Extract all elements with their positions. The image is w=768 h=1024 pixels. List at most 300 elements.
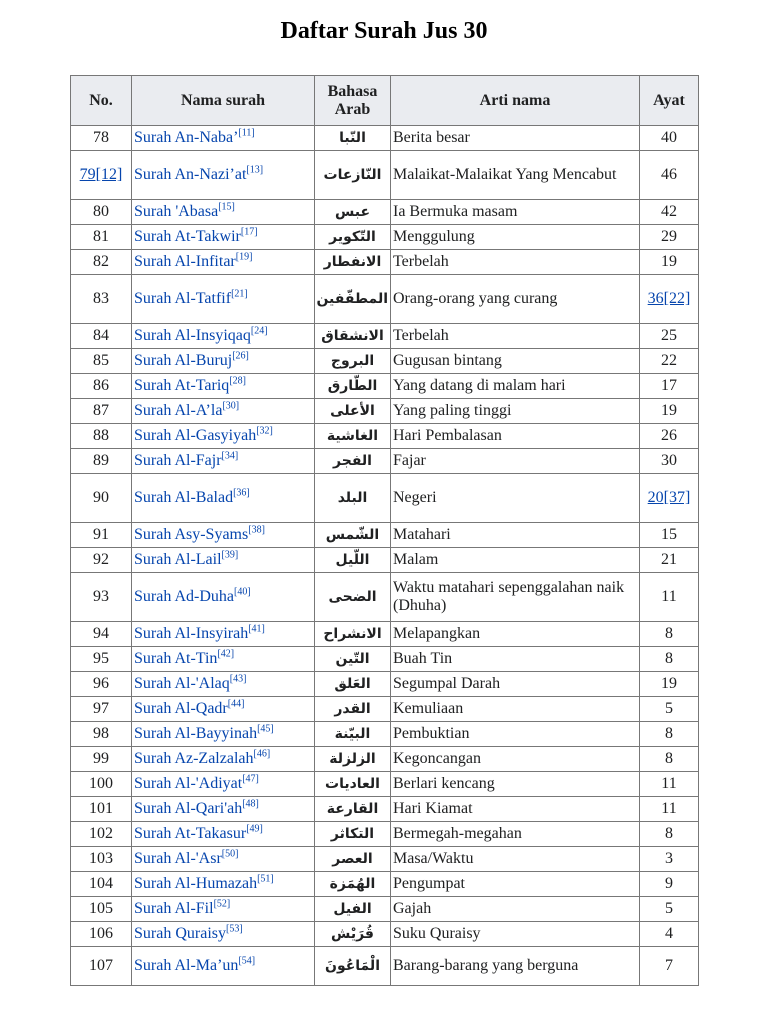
table-row (71, 872, 699, 897)
cell-ayat (640, 349, 699, 374)
cell-arti: Melapangkan (391, 622, 640, 647)
table-row (71, 573, 699, 622)
cell-ayat (640, 697, 699, 722)
ayat-count: 5 (665, 700, 673, 717)
table-row (71, 947, 699, 986)
cell-arti: Gajah (391, 897, 640, 922)
table-row (71, 548, 699, 573)
cell-nama[interactable] (132, 151, 315, 200)
surah-link[interactable]: Surah Al-Tatfif (134, 290, 232, 307)
cell-arab: قُرَيْش (315, 922, 391, 947)
header-ayat: Ayat (640, 76, 699, 126)
cell-arti: Segumpal Darah (391, 672, 640, 697)
surah-number: 89 (93, 452, 109, 469)
cell-nama[interactable] (132, 647, 315, 672)
cell-no (71, 275, 132, 324)
cell-arti: Malaikat-Malaikat Yang Mencabut (391, 151, 640, 200)
cell-arti: Yang datang di malam hari (391, 374, 640, 399)
cell-no (71, 374, 132, 399)
cell-nama[interactable] (132, 424, 315, 449)
cell-ayat (640, 523, 699, 548)
cell-arab: الانشقاق (315, 324, 391, 349)
cell-no (71, 349, 132, 374)
cell-nama[interactable] (132, 622, 315, 647)
cell-nama[interactable] (132, 548, 315, 573)
cell-nama[interactable] (132, 822, 315, 847)
ayat-count: 11 (661, 775, 677, 792)
cell-arti: Hari Pembalasan (391, 424, 640, 449)
cell-ayat (640, 822, 699, 847)
surah-number: 93 (93, 588, 109, 605)
ayat-count: 8 (665, 750, 673, 767)
table-row (71, 126, 699, 151)
ayat-count: 4 (665, 925, 673, 942)
table-row (71, 225, 699, 250)
cell-no (71, 324, 132, 349)
cell-no (71, 747, 132, 772)
cell-nama[interactable] (132, 250, 315, 275)
cell-arab: الغاشية (315, 424, 391, 449)
cell-nama[interactable] (132, 672, 315, 697)
surah-link[interactable]: Surah At-Tin (134, 650, 218, 667)
surah-number: 98 (93, 725, 109, 742)
cell-arti: Negeri (391, 474, 640, 523)
cell-nama[interactable] (132, 797, 315, 822)
cell-nama[interactable] (132, 772, 315, 797)
reference-link[interactable]: [15] (218, 201, 235, 213)
reference-link[interactable]: [40] (233, 586, 251, 598)
surah-link[interactable]: Surah Al-A’la (134, 402, 223, 419)
cell-arti: Berlari kencang (391, 772, 640, 797)
cell-arti: Matahari (391, 523, 640, 548)
table-row (71, 697, 699, 722)
cell-arab: الشّمس (315, 523, 391, 548)
cell-ayat (640, 449, 699, 474)
cell-no (71, 424, 132, 449)
cell-arab: الطّارق (315, 374, 391, 399)
surah-number: 105 (89, 900, 113, 917)
surah-number: 95 (93, 650, 109, 667)
cell-arab: القارعة (315, 797, 391, 822)
cell-arti: Terbelah (391, 324, 640, 349)
surah-link[interactable]: Surah At-Takasur (134, 825, 247, 842)
surah-number: 101 (89, 800, 113, 817)
surah-number: 107 (89, 957, 113, 974)
header-no: No. (71, 76, 132, 126)
surah-number: 82 (93, 253, 109, 270)
cell-no (71, 523, 132, 548)
cell-ayat (640, 324, 699, 349)
cell-ayat (640, 225, 699, 250)
table-row (71, 324, 699, 349)
table-row (71, 349, 699, 374)
reference-link[interactable]: [19] (235, 251, 253, 263)
reference-link[interactable]: [38] (248, 524, 265, 536)
cell-ayat (640, 548, 699, 573)
cell-arti: Gugusan bintang (391, 349, 640, 374)
cell-arab: الزلزلة (315, 747, 391, 772)
cell-no (71, 126, 132, 151)
reference-link[interactable]: [52] (213, 898, 231, 910)
surah-link[interactable]: Surah Al-Gasyiyah (134, 427, 257, 444)
cell-ayat (640, 872, 699, 897)
surah-number: 91 (93, 526, 109, 543)
surah-number: 80 (93, 203, 109, 220)
cell-ayat (640, 747, 699, 772)
surah-table (70, 75, 699, 986)
surah-number: 83 (93, 290, 109, 307)
surah-link[interactable]: Surah An-Naba’ (134, 129, 239, 146)
cell-arab: البروج (315, 349, 391, 374)
surah-number: 94 (93, 625, 109, 642)
ayat-count: 30 (661, 452, 677, 469)
ayat-count: 21 (661, 551, 677, 568)
reference-link[interactable]: [43] (229, 673, 247, 685)
cell-ayat[interactable] (640, 474, 699, 523)
ayat-count: 17 (661, 377, 677, 394)
surah-link[interactable]: Surah Al-Humazah (134, 875, 258, 892)
table-row (71, 797, 699, 822)
cell-arab: العاديات (315, 772, 391, 797)
reference-link[interactable]: [50] (221, 848, 239, 860)
reference-link[interactable]: [41] (248, 623, 265, 635)
cell-arab: الفيل (315, 897, 391, 922)
cell-arti: Masa/Waktu (391, 847, 640, 872)
reference-link[interactable]: [46] (253, 748, 271, 760)
ayat-count: 5 (665, 900, 673, 917)
cell-no (71, 647, 132, 672)
cell-arab: النّازعات (315, 151, 391, 200)
surah-number: 106 (89, 925, 113, 942)
cell-nama[interactable] (132, 474, 315, 523)
reference-link[interactable]: [49] (246, 823, 263, 835)
cell-ayat (640, 947, 699, 986)
cell-arab: البلد (315, 474, 391, 523)
cell-no (71, 772, 132, 797)
cell-arab: القدر (315, 697, 391, 722)
surah-link[interactable]: Surah Al-Ma’un (134, 957, 239, 974)
reference-link[interactable]: [34] (221, 450, 239, 462)
cell-no (71, 872, 132, 897)
surah-link[interactable]: Surah Al-Fil (134, 900, 214, 917)
reference-link[interactable]: [11] (238, 127, 255, 139)
reference-link[interactable]: [30] (222, 400, 240, 412)
surah-link[interactable]: Surah Al-Buruj (134, 352, 233, 369)
table-row (71, 897, 699, 922)
reference-link[interactable]: [54] (238, 955, 256, 967)
reference-link[interactable]: [28] (229, 375, 246, 387)
cell-nama[interactable] (132, 947, 315, 986)
cell-ayat (640, 424, 699, 449)
cell-nama[interactable] (132, 697, 315, 722)
cell-ayat (640, 922, 699, 947)
cell-nama[interactable] (132, 847, 315, 872)
table-row (71, 647, 699, 672)
table-row (71, 822, 699, 847)
surah-link[interactable]: Surah At-Takwir (134, 228, 241, 245)
table-row (71, 151, 699, 200)
ayat-count: 3 (665, 850, 673, 867)
table-header-row (71, 76, 699, 126)
surah-link[interactable]: Surah Al-Lail (134, 551, 222, 568)
cell-ayat[interactable] (640, 275, 699, 324)
cell-arab: عبس (315, 200, 391, 225)
surah-link[interactable]: Surah Al-Qadr (134, 700, 228, 717)
cell-arti: Malam (391, 548, 640, 573)
cell-arab: النّبا (315, 126, 391, 151)
cell-arti: Kegoncangan (391, 747, 640, 772)
cell-arti: Menggulung (391, 225, 640, 250)
cell-ayat (640, 622, 699, 647)
ayat-count: 40 (661, 129, 677, 146)
cell-arab: الفجر (315, 449, 391, 474)
ayat-count: 19 (661, 402, 677, 419)
reference-link[interactable]: [13] (246, 164, 264, 176)
surah-number: 104 (89, 875, 113, 892)
surah-link[interactable]: Surah 'Abasa (134, 203, 219, 220)
cell-no (71, 697, 132, 722)
cell-nama[interactable] (132, 747, 315, 772)
surah-number: 88 (93, 427, 109, 444)
cell-ayat (640, 151, 699, 200)
reference-link[interactable]: [39] (221, 549, 239, 561)
surah-link[interactable]: Surah An-Nazi’at (134, 166, 247, 183)
cell-no (71, 474, 132, 523)
cell-ayat (640, 772, 699, 797)
cell-no (71, 947, 132, 986)
cell-nama[interactable] (132, 722, 315, 747)
table-row (71, 399, 699, 424)
cell-no (71, 672, 132, 697)
cell-arab: العَلق (315, 672, 391, 697)
surah-number: 96 (93, 675, 109, 692)
reference-link[interactable]: [24] (250, 325, 268, 337)
surah-number: 100 (89, 775, 113, 792)
cell-no (71, 722, 132, 747)
cell-nama[interactable] (132, 349, 315, 374)
surah-link[interactable]: Surah Al-'Alaq (134, 675, 230, 692)
header-arti: Arti nama (391, 76, 640, 126)
ayat-count: 22 (661, 352, 677, 369)
reference-link[interactable]: [45] (257, 723, 274, 735)
cell-no (71, 822, 132, 847)
reference-link[interactable]: [32] (256, 425, 273, 437)
ayat-count: 26 (661, 427, 677, 444)
surah-link[interactable]: Surah Al-Fajr (134, 452, 222, 469)
reference-link[interactable]: [48] (242, 798, 259, 810)
cell-nama[interactable] (132, 126, 315, 151)
table-row (71, 200, 699, 225)
surah-number: 90 (93, 489, 109, 506)
cell-arab: التكاثر (315, 822, 391, 847)
cell-arab: اللّيل (315, 548, 391, 573)
reference-link[interactable]: [42] (217, 648, 235, 660)
cell-arti: Fajar (391, 449, 640, 474)
cell-nama[interactable] (132, 922, 315, 947)
cell-arti: Ia Bermuka masam (391, 200, 640, 225)
table-row (71, 922, 699, 947)
cell-arti: Barang-barang yang berguna (391, 947, 640, 986)
cell-arti: Pengumpat (391, 872, 640, 897)
cell-arab: التّين (315, 647, 391, 672)
cell-ayat (640, 647, 699, 672)
surah-number: 99 (93, 750, 109, 767)
cell-nama[interactable] (132, 225, 315, 250)
cell-arti: Kemuliaan (391, 697, 640, 722)
cell-arti: Waktu matahari sepenggalahan naik (Dhuha) (391, 573, 640, 622)
cell-ayat (640, 897, 699, 922)
table-row (71, 523, 699, 548)
ayat-count[interactable]: 20[37] (647, 489, 691, 506)
cell-no (71, 847, 132, 872)
cell-nama[interactable] (132, 324, 315, 349)
cell-arti: Suku Quraisy (391, 922, 640, 947)
ayat-count: 7 (665, 957, 673, 974)
cell-nama[interactable] (132, 374, 315, 399)
surah-link[interactable]: Surah Az-Zalzalah (134, 750, 254, 767)
reference-link[interactable]: [21] (231, 288, 248, 300)
cell-arti: Terbelah (391, 250, 640, 275)
surah-link[interactable]: Surah At-Tariq (134, 377, 230, 394)
surah-link[interactable]: Surah Al-Balad (134, 489, 234, 506)
cell-nama[interactable] (132, 449, 315, 474)
cell-arab: التّكوير (315, 225, 391, 250)
cell-arti: Bermegah-megahan (391, 822, 640, 847)
cell-no[interactable] (71, 151, 132, 200)
table-row (71, 622, 699, 647)
cell-arti: Orang-orang yang curang (391, 275, 640, 324)
reference-link[interactable]: [17] (240, 226, 258, 238)
cell-ayat (640, 847, 699, 872)
cell-no (71, 250, 132, 275)
surah-number: 97 (93, 700, 109, 717)
cell-ayat (640, 374, 699, 399)
table-row (71, 474, 699, 523)
surah-number: 85 (93, 352, 109, 369)
surah-link[interactable]: Surah Al-Insyirah (134, 625, 249, 642)
surah-link[interactable]: Surah Al-Qari'ah (134, 800, 243, 817)
table-row (71, 449, 699, 474)
cell-arti: Berita besar (391, 126, 640, 151)
page-title: Daftar Surah Jus 30 (280, 18, 488, 44)
ayat-count: 8 (665, 825, 673, 842)
cell-no (71, 548, 132, 573)
surah-link[interactable]: Surah Al-Infitar (134, 253, 236, 270)
reference-link[interactable]: [44] (227, 698, 245, 710)
ayat-count: 19 (661, 253, 677, 270)
ayat-count[interactable]: 36[22] (647, 290, 691, 307)
ayat-count: 25 (661, 327, 677, 344)
ayat-count: 29 (661, 228, 677, 245)
cell-arab: الضحى (315, 573, 391, 622)
ayat-count: 42 (661, 203, 677, 220)
cell-nama[interactable] (132, 399, 315, 424)
surah-number: 84 (93, 327, 109, 344)
surah-link[interactable]: Surah Al-Bayyinah (134, 725, 258, 742)
cell-ayat (640, 200, 699, 225)
header-nama: Nama surah (132, 76, 315, 126)
header-arab: Bahasa Arab (315, 76, 391, 126)
table-row (71, 847, 699, 872)
cell-ayat (640, 573, 699, 622)
cell-no (71, 622, 132, 647)
cell-nama[interactable] (132, 275, 315, 324)
table-row (71, 374, 699, 399)
ayat-count: 15 (661, 526, 677, 543)
table-row (71, 424, 699, 449)
cell-arab: المطفّفين (315, 275, 391, 324)
cell-ayat (640, 250, 699, 275)
cell-no (71, 225, 132, 250)
cell-arti: Yang paling tinggi (391, 399, 640, 424)
surah-number: 86 (93, 377, 109, 394)
ayat-count: 8 (665, 725, 673, 742)
reference-link[interactable]: [26] (232, 350, 249, 362)
cell-arab: العصر (315, 847, 391, 872)
surah-link[interactable]: Surah Quraisy (134, 925, 226, 942)
ayat-count: 19 (661, 675, 677, 692)
ayat-count: 8 (665, 650, 673, 667)
cell-ayat (640, 126, 699, 151)
surah-link[interactable]: Surah Al-Insyiqaq (134, 327, 251, 344)
surah-number: 92 (93, 551, 109, 568)
surah-link[interactable]: Surah Asy-Syams (134, 526, 249, 543)
cell-nama[interactable] (132, 200, 315, 225)
ayat-count: 11 (661, 588, 677, 605)
reference-link[interactable]: [36] (233, 487, 250, 499)
cell-ayat (640, 797, 699, 822)
cell-no (71, 449, 132, 474)
cell-no (71, 573, 132, 622)
cell-arab: الانشراح (315, 622, 391, 647)
cell-nama[interactable] (132, 573, 315, 622)
cell-arab: الْمَاعُونَ (315, 947, 391, 986)
reference-link[interactable]: [53] (225, 923, 243, 935)
table-row (71, 747, 699, 772)
cell-no (71, 797, 132, 822)
surah-number: 102 (89, 825, 113, 842)
cell-arti: Pembuktian (391, 722, 640, 747)
reference-link[interactable]: [51] (257, 873, 274, 885)
cell-arab: الانفطار (315, 250, 391, 275)
cell-no (71, 897, 132, 922)
cell-ayat (640, 672, 699, 697)
surah-link[interactable]: Surah Al-'Adiyat (134, 775, 243, 792)
cell-no (71, 200, 132, 225)
cell-ayat (640, 722, 699, 747)
cell-arti: Hari Kiamat (391, 797, 640, 822)
surah-number: 78 (93, 129, 109, 146)
cell-no (71, 922, 132, 947)
ayat-count: 46 (661, 166, 677, 183)
table-row (71, 672, 699, 697)
cell-nama[interactable] (132, 523, 315, 548)
surah-link[interactable]: Surah Al-'Asr (134, 850, 222, 867)
cell-ayat (640, 399, 699, 424)
surah-number[interactable]: 79[12] (79, 166, 123, 183)
cell-nama[interactable] (132, 897, 315, 922)
surah-number: 103 (89, 850, 113, 867)
table-row (71, 722, 699, 747)
table-row (71, 275, 699, 324)
reference-link[interactable]: [47] (242, 773, 259, 785)
cell-nama[interactable] (132, 872, 315, 897)
cell-arab: الهُمَزة (315, 872, 391, 897)
table-row (71, 250, 699, 275)
ayat-count: 9 (665, 875, 673, 892)
ayat-count: 11 (661, 800, 677, 817)
surah-link[interactable]: Surah Ad-Duha (134, 588, 234, 605)
